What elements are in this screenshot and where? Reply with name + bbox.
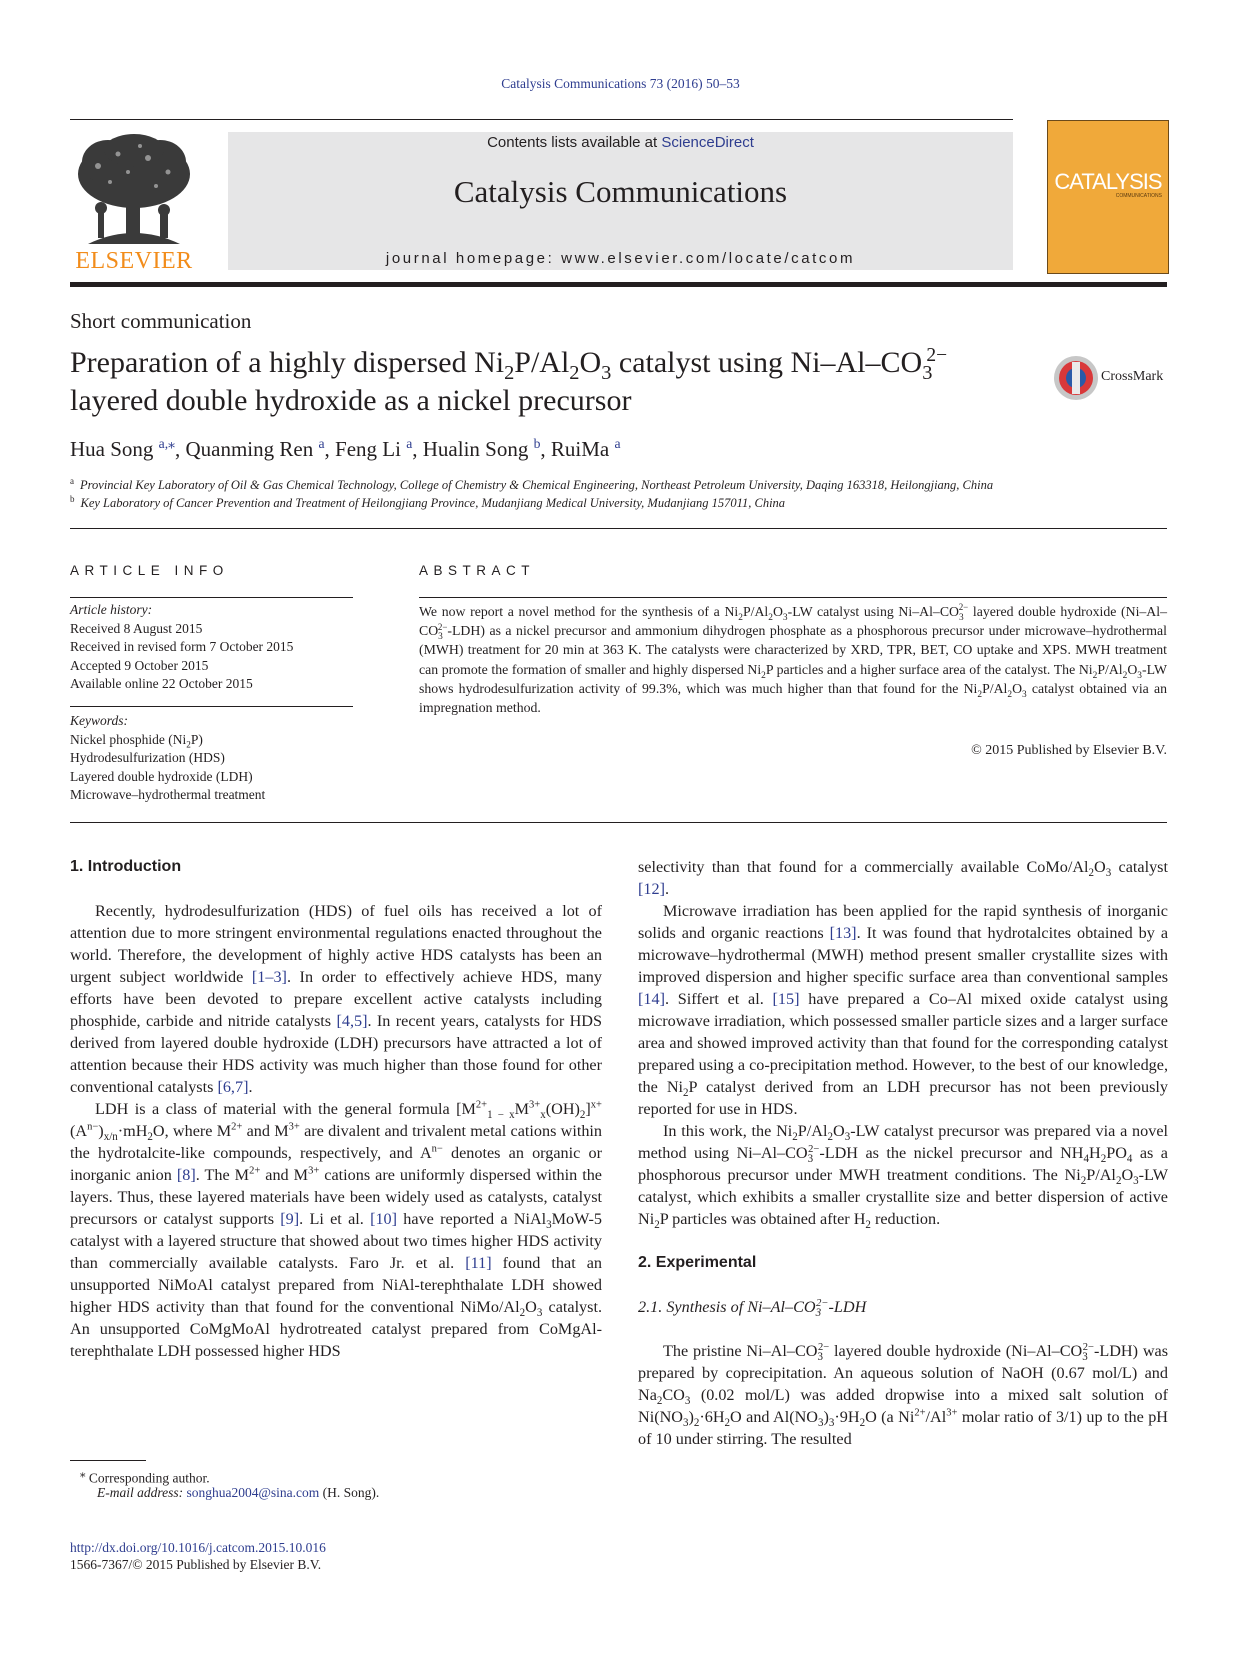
- article-info-heading: ARTICLE INFO: [70, 563, 229, 578]
- journal-homepage[interactable]: journal homepage: www.elsevier.com/locate/catcom: [385, 250, 856, 267]
- keyword: Layered double hydroxide (LDH): [70, 768, 253, 784]
- author-name[interactable]: Hua Song: [70, 437, 154, 461]
- keywords-rule: [70, 706, 353, 707]
- abstract-heading: ABSTRACT: [419, 563, 536, 578]
- history-label: Article history:: [70, 602, 153, 617]
- title-text-1: Preparation of a highly dispersed Ni: [70, 346, 505, 379]
- doi-block: [70, 1539, 326, 1573]
- article-info-rule: [70, 597, 353, 598]
- footnote-rule: [70, 1460, 146, 1461]
- author-name[interactable]: Feng Li: [335, 437, 401, 461]
- corresponding-text: Corresponding author.: [88, 1470, 210, 1486]
- abstract-copyright: © 2015 Published by Elsevier B.V.: [971, 743, 1167, 758]
- affiliation-mark: b: [70, 494, 75, 504]
- crossmark-label[interactable]: CrossMark: [1101, 369, 1164, 384]
- masthead-thick-rule: [70, 282, 1167, 287]
- elsevier-wordmark: ELSEVIER: [75, 248, 193, 274]
- paragraph: selectivity than that found for a commercially available CoMo/$Al_2O_3$ catalyst [12].: [638, 858, 1168, 898]
- crossmark-icon[interactable]: [1052, 354, 1100, 402]
- article-type: Short communication: [70, 309, 252, 333]
- title-text-4: catalyst using Ni–Al–CO: [611, 346, 923, 379]
- history-item: Received 8 August 2015: [70, 620, 203, 636]
- abstract-text: We now report a novel method for the synthesis of a $Ni_2P/Al_2O_3-LW$ catalyst using $Ni-Al-CO_3^{2-}$ layered double hydroxide $(Ni-Al-CO_3^{2-}-LDH)$ as a nickel precursor and ammonium dihydrogen phosphate as a phosphorous precursor under microwave–hydrothermal (MWH) treatment for 20 min at 363 K. The catalysts were characterized by XRD, TPR, BET, CO uptake and XPS. MWH treatment can promote the formation of smaller and highly dispersed $Ni_2P$ particles and a higher surface area of the catalyst. The $Ni_2P/Al_2O_3-LW$ shows hydrodesulfurization activity of 99.3%, which was much higher than that found for the $Ni_2P/Al_2O_3$ catalyst obtained via an impregnation method.: [419, 602, 1168, 716]
- journal-cover-thumbnail: [1047, 120, 1169, 274]
- keyword: Hydrodesulfurization (HDS): [70, 750, 225, 765]
- title-text-3: O: [579, 346, 602, 379]
- email-link[interactable]: songhua2004@sina.com: [186, 1485, 320, 1500]
- author-marks[interactable]: a: [318, 436, 325, 451]
- footnote-corresponding: [80, 1467, 210, 1487]
- author-marks[interactable]: a: [406, 436, 413, 451]
- title-line-2: layered double hydroxide as a nickel precursor: [70, 384, 632, 417]
- title-text-2: P/Al: [514, 346, 570, 379]
- author-name[interactable]: Quanming Ren: [185, 437, 314, 461]
- affiliation-b: [70, 494, 785, 511]
- affiliation-text: Key Laboratory of Cancer Prevention and Treatment of Heilongjiang Province, Mudanjiang Medical University, Mudanjiang 157011, China: [80, 496, 786, 511]
- email-label: E-mail address:: [97, 1485, 184, 1500]
- author-name[interactable]: RuiMa: [550, 437, 610, 461]
- paragraph: The pristine $Ni-Al-CO_3^{2-}$ layered double hydroxide $(Ni-Al-CO_3^{2-}-LDH)$ was prepared by coprecipitation. An aqueous solution of NaOH (0.67 mol/L) and $Na_2CO_3$ (0.02 mol/L) was added dropwise into a mixed salt solution of $Ni(NO_3)_2\cdot 6H_2O$ and $Al(NO_3)_3\cdot 9H_2O$ (a $Ni^{2+}/Al^{3+}$ molar ratio of 3/1) up to the pH of 10 under stirring. The resulted: [638, 1341, 1168, 1448]
- affiliation-mark: a: [70, 476, 74, 486]
- body-column-right: [638, 856, 1168, 1450]
- subsection-heading-synthesis: 2.1. Synthesis of $Ni-Al-CO_3^{2-}$-LDH: [638, 1297, 867, 1320]
- author-marks[interactable]: a: [614, 436, 621, 451]
- author-marks[interactable]: a,⁎: [158, 436, 175, 451]
- footnote-email: [97, 1485, 379, 1501]
- affiliation-a: [70, 476, 993, 493]
- sciencedirect-link[interactable]: ScienceDirect: [661, 134, 754, 151]
- history-item: Received in revised form 7 October 2015: [70, 639, 294, 654]
- paragraph: In this work, the $Ni_2P/Al_2O_3-LW$ catalyst precursor was prepared via a novel method using $Ni-Al-CO_3^{2-}$-LDH as the nickel precursor and $NH_4H_2PO_4$ as a phosphorous precursor under MWH treatment conditions. The $Ni_2P/Al_2O_3-LW$ catalyst, which exhibits a smaller crystallite size and better dispersion of active $Ni_2P$ particles was obtained after $H_2$ reduction.: [638, 1122, 1168, 1232]
- article-history: [70, 601, 293, 694]
- header-rule: [70, 528, 1167, 529]
- body-column-left: [70, 856, 602, 1362]
- doi-link[interactable]: http://dx.doi.org/10.1016/j.catcom.2015.10.016: [70, 1540, 326, 1555]
- keyword: Microwave–hydrothermal treatment: [70, 787, 266, 802]
- abstract-bottom-rule: [70, 822, 1167, 823]
- email-suffix: (H. Song).: [322, 1485, 380, 1500]
- cover-subtitle: COMMUNICATIONS: [1115, 193, 1162, 199]
- contents-line: [228, 134, 1013, 151]
- contents-prefix: Contents lists available at: [487, 134, 662, 151]
- issn-line: 1566-7367/© 2015 Published by Elsevier B.V.: [70, 1557, 322, 1572]
- keywords: [70, 712, 265, 805]
- keywords-label: Keywords:: [70, 713, 128, 728]
- article-title: Preparation of a highly dispersed $Ni_2P/Al_2O_3$ catalyst using $Ni-Al-CO_3^{2-}$ layered double hydroxide as a nickel precursor: [70, 345, 948, 417]
- section-heading-introduction: 1. Introduction: [70, 858, 182, 875]
- running-head[interactable]: Catalysis Communications 73 (2016) 50–53: [501, 76, 740, 91]
- cover-title: CATALYSIS: [1054, 169, 1162, 194]
- author-list: Hua Song $^{a,⁎}$, Quanming Ren $^a$, Feng Li $^a$, Hualin Song $^b$, RuiMa $^a$: [70, 436, 621, 461]
- journal-banner: [228, 132, 1013, 270]
- paragraph: LDH is a class of material with the general formula $[M^{2+}_{1 - x}M^{3+}_x(OH)_2]^{x+}(A^{n-})_{x/n}\cdot mH_2O$, where $M^{2+}$ and $M^{3+}$ are divalent and trivalent metal cations within the hydrotalcite-like compounds, respectively, and $A^{n-}$ denotes an organic or inorganic anion [8]. The $M^{2+}$ and $M^{3+}$ cations are uniformly dispersed within the layers. Thus, these layered materials have been widely used as catalysts, catalyst precursors or catalyst supports [9]. Li et al. [10] have reported a NiAl$_3$MoW-5 catalyst with a layered structure that showed about two times higher HDS activity than commercially available catalysts. Faro Jr. et al. [11] found that an unsupported NiMoAl catalyst prepared from NiAl-terephthalate LDH showed higher HDS activity than that found for the conventional NiMo/$Al_2O_3$ catalyst. An unsupported CoMgMoAl hydrotreated catalyst prepared from CoMgAl-terephthalate LDH possessed higher HDS: [70, 1099, 603, 1360]
- paragraph: Microwave irradiation has been applied for the rapid synthesis of inorganic solids and organic reactions [13]. It was found that hydrotalcites obtained by a microwave–hydrothermal (MWH) method present smaller crystallite sizes with improved dispersion and higher specific surface area than conventional samples [14]. Siffert et al. [15] have prepared a Co–Al mixed oxide catalyst using microwave irradiation, which possessed smaller particle sizes and a larger surface area and showed improved activity than that found for the corresponding catalyst prepared using a co-precipitation method. However, to the best of our knowledge, the $Ni_2P$ catalyst derived from an LDH precursor has not been previously reported for use in HDS.: [638, 902, 1168, 1118]
- paragraph: Recently, hydrodesulfurization (HDS) of fuel oils has received a lot of attention due to more stringent environmental regulations enacted throughout the world. Therefore, the development of highly active HDS catalysts has been an urgent subject worldwide [1–3]. In order to effectively achieve HDS, many efforts have been devoted to prepare excellent active catalysts including phosphide, carbide and nitride catalysts [4,5]. In recent years, catalysts for HDS derived from layered double hydroxide (LDH) precursors have attracted a lot of attention because their HDS activity was much higher than those found for other conventional catalysts [6,7].: [70, 902, 602, 1096]
- abstract-rule: [419, 597, 1167, 598]
- section-heading-experimental: 2. Experimental: [638, 1254, 757, 1271]
- affiliation-text: Provincial Key Laboratory of Oil & Gas Chemical Technology, College of Chemistry & Chemical Engineering, Northeast Petroleum University, Daqing 163318, Heilongjiang, China: [80, 478, 994, 493]
- journal-name: Catalysis Communications: [453, 174, 788, 209]
- top-rule: [70, 119, 1013, 120]
- author-marks[interactable]: b: [533, 436, 541, 451]
- keyword: Nickel phosphide $(Ni_2P)$: [70, 731, 203, 750]
- author-name[interactable]: Hualin Song: [422, 437, 529, 461]
- history-item: Accepted 9 October 2015: [70, 657, 209, 673]
- footnote-mark: ⁎: [80, 1468, 86, 1480]
- history-item: Available online 22 October 2015: [70, 676, 253, 691]
